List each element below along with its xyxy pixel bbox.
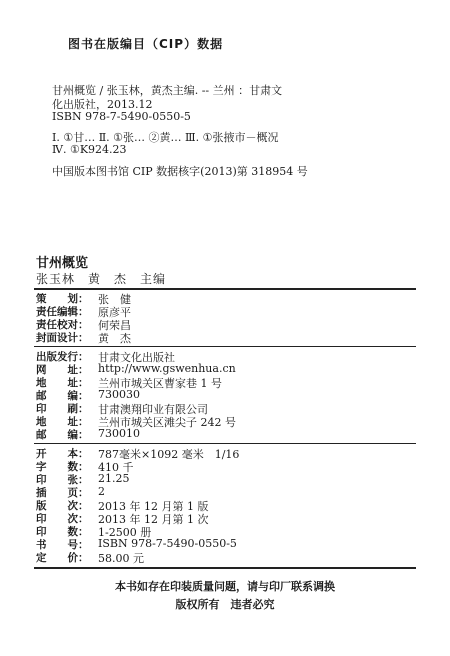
spec-value: ISBN 978-7-5490-0550-5: [98, 537, 237, 550]
publisher-label: 邮 编：: [36, 429, 89, 441]
book-title: 甘州概览: [36, 256, 89, 271]
cip-isbn: ISBN 978-7-5490-0550-5: [52, 110, 191, 123]
spec-value: 2013 年 12 月第 1 版: [98, 500, 209, 513]
spec-label: 书 号：: [36, 539, 89, 551]
publisher-value: 兰州市城关区滩尖子 242 号: [98, 416, 236, 429]
spec-label: 插 页：: [36, 487, 89, 499]
cip-classification: Ⅰ. ①甘… Ⅱ. ①张… ②黄… Ⅲ. ①张掖市－概况: [52, 131, 279, 144]
spec-label: 版 次：: [36, 500, 89, 512]
spec-label: 印 次：: [36, 513, 89, 525]
cip-line-1: 甘州概览 / 张玉林，黄杰主编. -- 兰州 ：甘肃文: [52, 84, 283, 97]
divider: [34, 567, 416, 569]
copyright-notice: 版权所有 违者必究: [175, 598, 275, 611]
publisher-value: 甘肃澳翔印业有限公司: [98, 403, 208, 416]
cip-title: 图书在版编目（CIP）数据: [68, 37, 224, 51]
divider: [34, 346, 416, 347]
spec-value: 2013 年 12 月第 1 次: [98, 513, 209, 526]
cip-data-number: 中国版本图书馆 CIP 数据核字(2013)第 318954 号: [52, 165, 308, 178]
publisher-value: http://www.gswenhua.cn: [98, 362, 236, 375]
publisher-label: 出版发行：: [36, 351, 89, 363]
publisher-label: 地 址：: [36, 377, 89, 389]
publisher-label: 邮 编：: [36, 390, 89, 402]
publisher-value: 甘肃文化出版社: [98, 351, 175, 364]
spec-label: 印 张：: [36, 474, 89, 486]
publisher-value: 730010: [98, 427, 140, 440]
divider: [34, 288, 416, 290]
publisher-value: 兰州市城关区曹家巷 1 号: [98, 377, 222, 390]
spec-label: 印 数：: [36, 526, 89, 538]
credit-label: 责任编辑：: [36, 306, 89, 318]
credit-label: 封面设计：: [36, 332, 89, 344]
spec-label: 开 本：: [36, 448, 89, 460]
publisher-label: 地 址：: [36, 416, 89, 428]
publisher-label: 印 刷：: [36, 403, 89, 415]
book-authors: 张玉林 黄 杰 主编: [36, 272, 167, 286]
credit-value: 何荣昌: [98, 319, 131, 332]
spec-value: 787毫米×1092 毫米 1/16: [98, 448, 240, 461]
credit-value: 原彦平: [98, 306, 131, 319]
publisher-label: 网 址：: [36, 364, 89, 376]
spec-value: 1-2500 册: [98, 526, 152, 539]
spec-label: 字 数：: [36, 461, 89, 473]
publisher-value: 730030: [98, 388, 140, 401]
cip-line-2: 化出版社，2013.12: [52, 98, 153, 111]
divider: [34, 443, 416, 444]
spec-value: 58.00 元: [98, 552, 144, 565]
cip-classification-code: Ⅳ. ①K924.23: [52, 143, 127, 156]
credit-label: 策 划：: [36, 293, 89, 305]
credit-value: 张 健: [98, 293, 131, 306]
spec-value: 21.25: [98, 472, 130, 485]
credit-value: 黄 杰: [98, 332, 131, 345]
credit-label: 责任校对：: [36, 319, 89, 331]
quality-notice: 本书如存在印装质量问题，请与印厂联系调换: [115, 580, 335, 593]
spec-value: 2: [98, 485, 105, 498]
spec-value: 410 千: [98, 461, 134, 474]
spec-label: 定 价：: [36, 552, 89, 564]
